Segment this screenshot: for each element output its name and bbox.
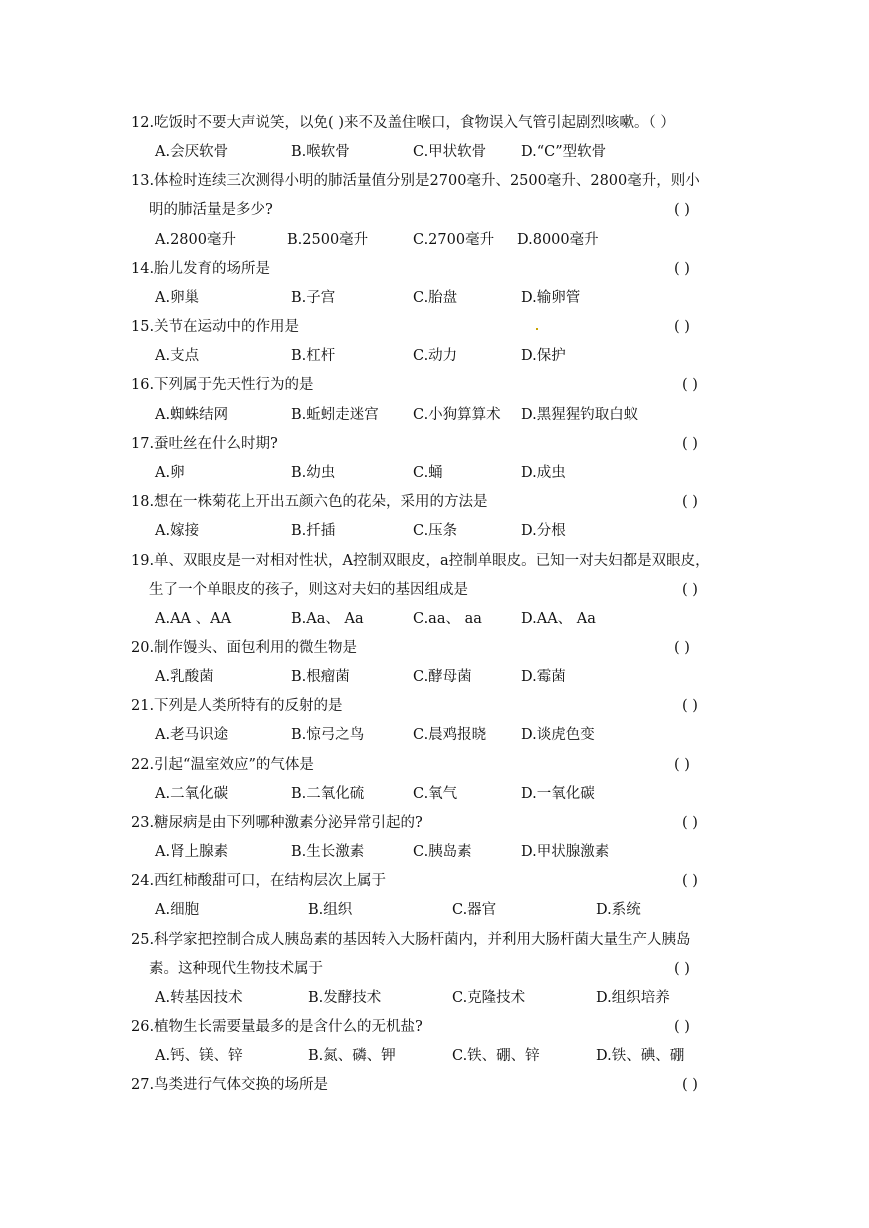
option-b: B.组织 <box>308 902 353 918</box>
option-b: B.惊弓之鸟 <box>291 727 365 743</box>
answer-blank: ( ) <box>674 961 690 977</box>
answer-blank: ( ) <box>674 319 690 335</box>
option-c: C.胰岛素 <box>413 844 472 860</box>
question-13-stem-cont: 明的肺活量是多少? <box>149 202 273 218</box>
option-a: A.蜘蛛结网 <box>155 407 229 423</box>
option-a: A.钙、镁、锌 <box>155 1048 243 1064</box>
option-d: D.“C”型软骨 <box>521 144 607 160</box>
option-c: C.小狗算算术 <box>413 407 501 423</box>
option-a: A.二氧化碳 <box>155 786 229 802</box>
option-c: C.氧气 <box>413 786 458 802</box>
option-c: C.甲状软骨 <box>413 144 487 160</box>
question-14-stem: 14.胎儿发育的场所是 <box>131 261 271 277</box>
option-c: C.克隆技术 <box>452 990 526 1006</box>
answer-blank: ( ) <box>674 640 690 656</box>
answer-blank: ( ) <box>682 494 698 510</box>
question-18-stem: 18.想在一株菊花上开出五颜六色的花朵，采用的方法是 <box>131 494 488 510</box>
answer-blank: ( ) <box>682 698 698 714</box>
option-a: A.转基因技术 <box>155 990 243 1006</box>
option-d: D.保护 <box>521 348 566 364</box>
option-d: D.谈虎色变 <box>521 727 595 743</box>
option-b: B.Aa、 Aa <box>291 611 364 627</box>
option-a: A.2800毫升 <box>155 232 236 248</box>
answer-blank: ( ) <box>674 1019 690 1035</box>
option-a: A.支点 <box>155 348 200 364</box>
option-c: C.晨鸡报晓 <box>413 727 487 743</box>
option-b: B.生长激素 <box>291 844 365 860</box>
option-d: D.一氧化碳 <box>521 786 595 802</box>
option-d: D.霉菌 <box>521 669 566 685</box>
option-d: D.铁、碘、硼 <box>596 1048 685 1064</box>
option-b: B.子宫 <box>291 290 336 306</box>
option-c: C.铁、硼、锌 <box>452 1048 540 1064</box>
question-12-stem: 12.吃饭时不要大声说笑，以免( )来不及盖住喉口，食物误入气管引起剧烈咳嗽。（ ） <box>131 115 675 131</box>
option-c: C.动力 <box>413 348 458 364</box>
answer-blank: ( ) <box>674 202 690 218</box>
option-b: B.发酵技术 <box>308 990 382 1006</box>
option-a: A.嫁接 <box>155 523 200 539</box>
question-25-stem: 25.科学家把控制合成人胰岛素的基因转入大肠杆菌内，并利用大肠杆菌大量生产人胰岛 <box>131 932 691 948</box>
answer-blank: ( ) <box>682 1077 698 1093</box>
stray-dot <box>536 328 538 330</box>
answer-blank: ( ) <box>682 815 698 831</box>
answer-blank: ( ) <box>674 757 690 773</box>
question-25-stem-cont: 素。这种现代生物技术属于 <box>149 961 323 977</box>
answer-blank: ( ) <box>682 377 698 393</box>
answer-blank: ( ) <box>682 873 698 889</box>
question-13-stem: 13.体检时连续三次测得小明的肺活量值分别是2700毫升、2500毫升、2800毫升，则小 <box>131 173 700 189</box>
option-a: A.卵 <box>155 465 185 481</box>
option-d: D.黑猩猩钓取白蚁 <box>521 407 639 423</box>
option-a: A.乳酸菌 <box>155 669 214 685</box>
option-c: C.蛹 <box>413 465 443 481</box>
option-a: A.卵巢 <box>155 290 200 306</box>
question-19-stem: 19.单、双眼皮是一对相对性状，A控制双眼皮，a控制单眼皮。已知一对夫妇都是双眼皮， <box>131 553 710 569</box>
answer-blank: ( ) <box>682 436 698 452</box>
answer-blank: ( ) <box>682 582 698 598</box>
option-b: B.根瘤菌 <box>291 669 350 685</box>
option-d: D.AA、 Aa <box>521 611 596 627</box>
option-a: A.AA 、AA <box>155 611 232 627</box>
question-26-stem: 26.植物生长需要量最多的是含什么的无机盐? <box>131 1019 423 1035</box>
option-d: D.甲状腺激素 <box>521 844 610 860</box>
option-b: B.蚯蚓走迷宫 <box>291 407 379 423</box>
question-16-stem: 16.下列属于先天性行为的是 <box>131 377 314 393</box>
option-d: D.输卵管 <box>521 290 581 306</box>
question-21-stem: 21.下列是人类所特有的反射的是 <box>131 698 343 714</box>
option-d: D.8000毫升 <box>517 232 599 248</box>
option-c: C.压条 <box>413 523 458 539</box>
question-24-stem: 24.西红柿酸甜可口，在结构层次上属于 <box>131 873 387 889</box>
question-23-stem: 23.糖尿病是由下列哪种激素分泌异常引起的? <box>131 815 423 831</box>
option-c: C.胎盘 <box>413 290 458 306</box>
answer-blank: ( ) <box>674 261 690 277</box>
option-b: B.幼虫 <box>291 465 336 481</box>
option-a: A.细胞 <box>155 902 200 918</box>
question-20-stem: 20.制作馒头、面包利用的微生物是 <box>131 640 358 656</box>
option-b: B.杠杆 <box>291 348 336 364</box>
option-b: B.喉软骨 <box>291 144 350 160</box>
option-b: B.2500毫升 <box>287 232 369 248</box>
option-c: C.酵母菌 <box>413 669 472 685</box>
question-15-stem: 15.关节在运动中的作用是 <box>131 319 300 335</box>
question-27-stem: 27.鸟类进行气体交换的场所是 <box>131 1077 329 1093</box>
option-d: D.系统 <box>596 902 641 918</box>
question-22-stem: 22.引起“温室效应”的气体是 <box>131 757 314 773</box>
option-d: D.组织培养 <box>596 990 670 1006</box>
question-19-stem-cont: 生了一个单眼皮的孩子，则这对夫妇的基因组成是 <box>149 582 468 598</box>
question-17-stem: 17.蚕吐丝在什么时期? <box>131 436 278 452</box>
option-c: C.器官 <box>452 902 497 918</box>
option-b: B.氮、磷、钾 <box>308 1048 396 1064</box>
option-a: A.会厌软骨 <box>155 144 229 160</box>
option-c: C.aa、 aa <box>413 611 482 627</box>
option-d: D.成虫 <box>521 465 566 481</box>
option-b: B.二氧化硫 <box>291 786 365 802</box>
option-c: C.2700毫升 <box>413 232 495 248</box>
option-d: D.分根 <box>521 523 566 539</box>
option-b: B.扦插 <box>291 523 336 539</box>
option-a: A.老马识途 <box>155 727 229 743</box>
option-a: A.肾上腺素 <box>155 844 229 860</box>
